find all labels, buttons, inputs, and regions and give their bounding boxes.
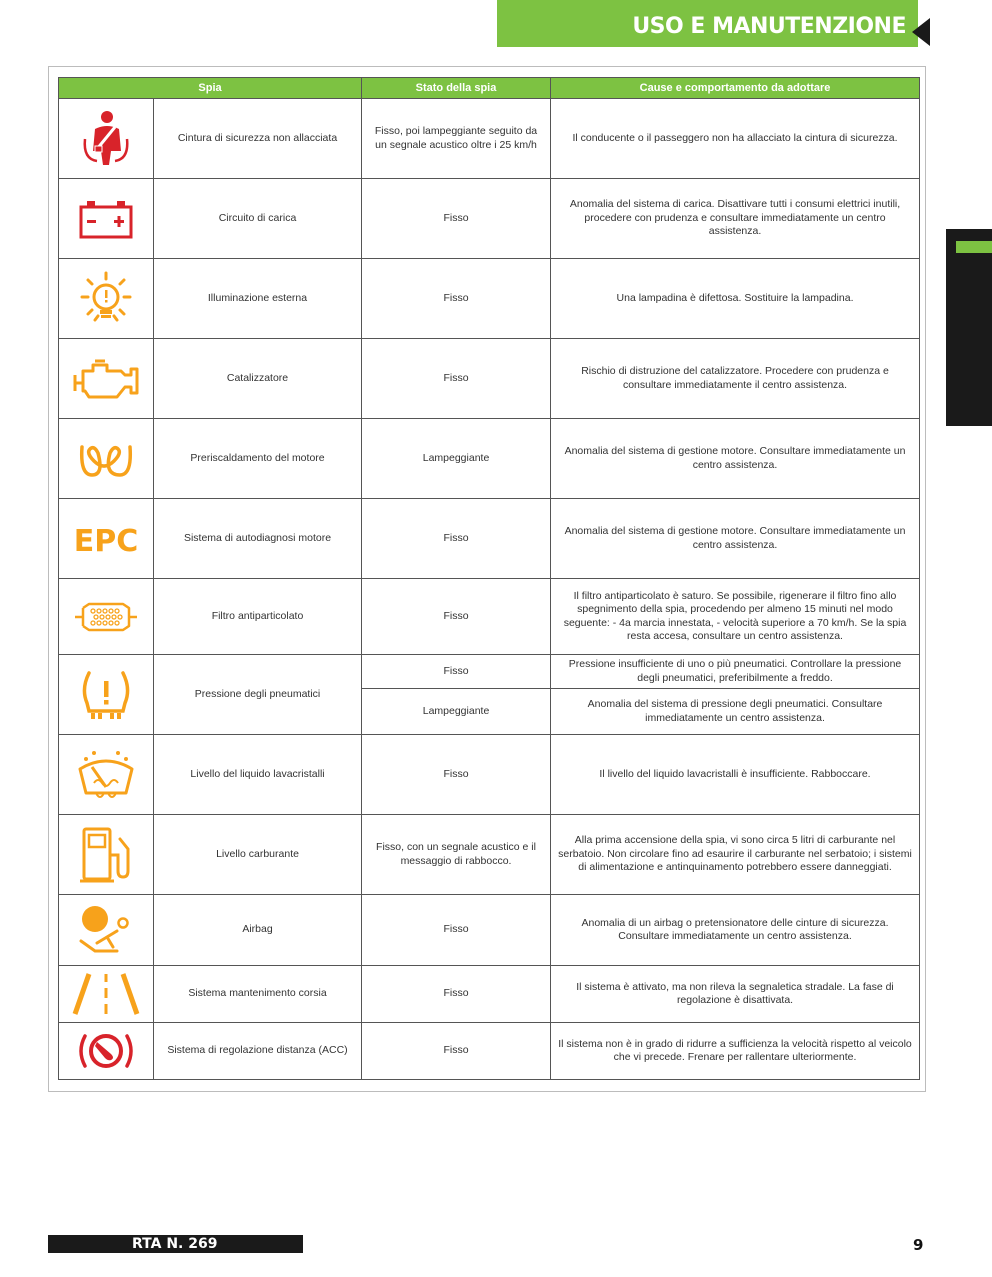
icon-cell [59,966,154,1023]
warning-cause: Una lampadina è difettosa. Sostituire la lampadina. [551,259,920,339]
icon-cell [59,179,154,259]
warning-name: Filtro antiparticolato [154,579,362,655]
warning-name: Cintura di sicurezza non allacciata [154,99,362,179]
table-row [59,1023,920,1080]
warning-state: Fisso [362,579,551,655]
header-arrow-icon [912,18,930,46]
warning-state: Lampeggiante [362,689,551,735]
icon-cell [59,895,154,966]
epc-icon [68,519,144,559]
warning-cause: Anomalia del sistema di gestione motore. Consultare immediatamente un centro assistenza. [551,419,920,499]
footer-bar [48,1235,303,1253]
epc-icon-text: EPC [73,523,139,559]
icon-cell [59,579,154,655]
table-row [59,579,920,655]
table-row [59,655,920,689]
icon-cell [59,339,154,419]
table-row [59,339,920,419]
warning-state: Fisso, con un segnale acustico e il messaggio di rabbocco. [362,815,551,895]
icon-cell [59,419,154,499]
warning-lights-table [58,77,920,1080]
table-row [59,895,920,966]
table-row [59,99,920,179]
icon-cell [59,735,154,815]
icon-cell [59,655,154,735]
header-banner [497,0,918,47]
tire-pressure-icon [79,669,133,721]
icon-cell [59,815,154,895]
icon-cell [59,259,154,339]
warning-cause: Il sistema non è in grado di ridurre a sufficienza la velocità rispetto al veicolo che vi precede. Frenare per rallentare ulteriormente. [551,1023,920,1080]
bulb-failure-icon [76,271,136,327]
warning-state: Fisso, poi lampeggiante seguito da un segnale acustico oltre i 25 km/h [362,99,551,179]
warning-name: Sistema di regolazione distanza (ACC) [154,1023,362,1080]
warning-cause: Il conducente o il passeggero non ha allacciato la cintura di sicurezza. [551,99,920,179]
warning-name: Pressione degli pneumatici [154,655,362,735]
column-header-stato: Stato della spia [362,78,551,99]
battery-icon [79,199,133,239]
warning-cause: Anomalia di un airbag o pretensionatore delle cinture di sicurezza. Consultare immediatamente un centro assistenza. [551,895,920,966]
warning-cause: Anomalia del sistema di gestione motore. Consultare immediatamente un centro assistenza. [551,499,920,579]
column-header-spia: Spia [59,78,362,99]
table-row [59,966,920,1023]
page-title: USO E MANUTENZIONE [632,14,906,39]
magazine-label: RTA N. 269 [132,1236,218,1252]
warning-cause: Pressione insufficiente di uno o più pneumatici. Controllare la pressione degli pneumatici, preferibilmente a freddo. [551,655,920,689]
engine-icon [71,357,141,401]
warning-state: Fisso [362,895,551,966]
washer-fluid-icon [74,747,138,803]
warning-name: Sistema di autodiagnosi motore [154,499,362,579]
warning-name: Airbag [154,895,362,966]
fuel-icon [78,825,134,885]
warning-name: Livello carburante [154,815,362,895]
warning-state: Lampeggiante [362,419,551,499]
page-number: 9 [913,1236,924,1254]
warning-name: Illuminazione esterna [154,259,362,339]
icon-cell [59,1023,154,1080]
warning-cause: Rischio di distruzione del catalizzatore. Procedere con prudenza e consultare immediatamente il centro assistenza. [551,339,920,419]
warning-name: Preriscaldamento del motore [154,419,362,499]
airbag-icon [77,903,135,957]
warning-name: Livello del liquido lavacristalli [154,735,362,815]
warning-state: Fisso [362,966,551,1023]
table-row [59,735,920,815]
icon-cell [59,99,154,179]
table-row [59,815,920,895]
warning-state: Fisso [362,499,551,579]
table-row [59,419,920,499]
table-row [59,179,920,259]
column-header-cause: Cause e comportamento da adottare [551,78,920,99]
acc-distance-icon [75,1028,137,1074]
table-header-row [59,78,920,99]
warning-cause: Anomalia del sistema di pressione degli pneumatici. Consultare immediatamente un centro assistenza. [551,689,920,735]
warning-state: Fisso [362,655,551,689]
warning-cause: Il livello del liquido lavacristalli è insufficiente. Rabboccare. [551,735,920,815]
warning-cause: Alla prima accensione della spia, vi sono circa 5 litri di carburante nel serbatoio. Non circolare fino ad esaurire il carburante nel serbatoio; i sistemi di alimentazione e antinquinamento potrebbero essere danneggiati. [551,815,920,895]
particulate-filter-icon [73,600,139,634]
warning-cause: Anomalia del sistema di carica. Disattivare tutti i consumi elettrici inutili, procedere con prudenza e consultare immediatamente un centro assistenza. [551,179,920,259]
warning-state: Fisso [362,179,551,259]
seatbelt-icon [81,109,131,169]
warning-state: Fisso [362,339,551,419]
warning-cause: Il sistema è attivato, ma non rileva la segnaletica stradale. La fase di regolazione è disattivata. [551,966,920,1023]
glow-plug-icon [76,439,136,479]
side-tab-marker [956,241,992,253]
warning-state: Fisso [362,259,551,339]
table-row [59,259,920,339]
warning-name: Catalizzatore [154,339,362,419]
warning-state: Fisso [362,1023,551,1080]
table-row [59,499,920,579]
warning-name: Sistema mantenimento corsia [154,966,362,1023]
warning-state: Fisso [362,735,551,815]
warning-name: Circuito di carica [154,179,362,259]
lane-assist-icon [71,972,141,1016]
warning-cause: Il filtro antiparticolato è saturo. Se possibile, rigenerare il filtro fino allo spegnimento della spia, procedendo per almeno 15 minuti nel modo seguente: - 4a marcia innestata, - velocità superiore a 70 km/h. Se la spia resta accesa, consultare un centro assistenza. [551,579,920,655]
side-tab [946,229,992,426]
icon-cell [59,499,154,579]
